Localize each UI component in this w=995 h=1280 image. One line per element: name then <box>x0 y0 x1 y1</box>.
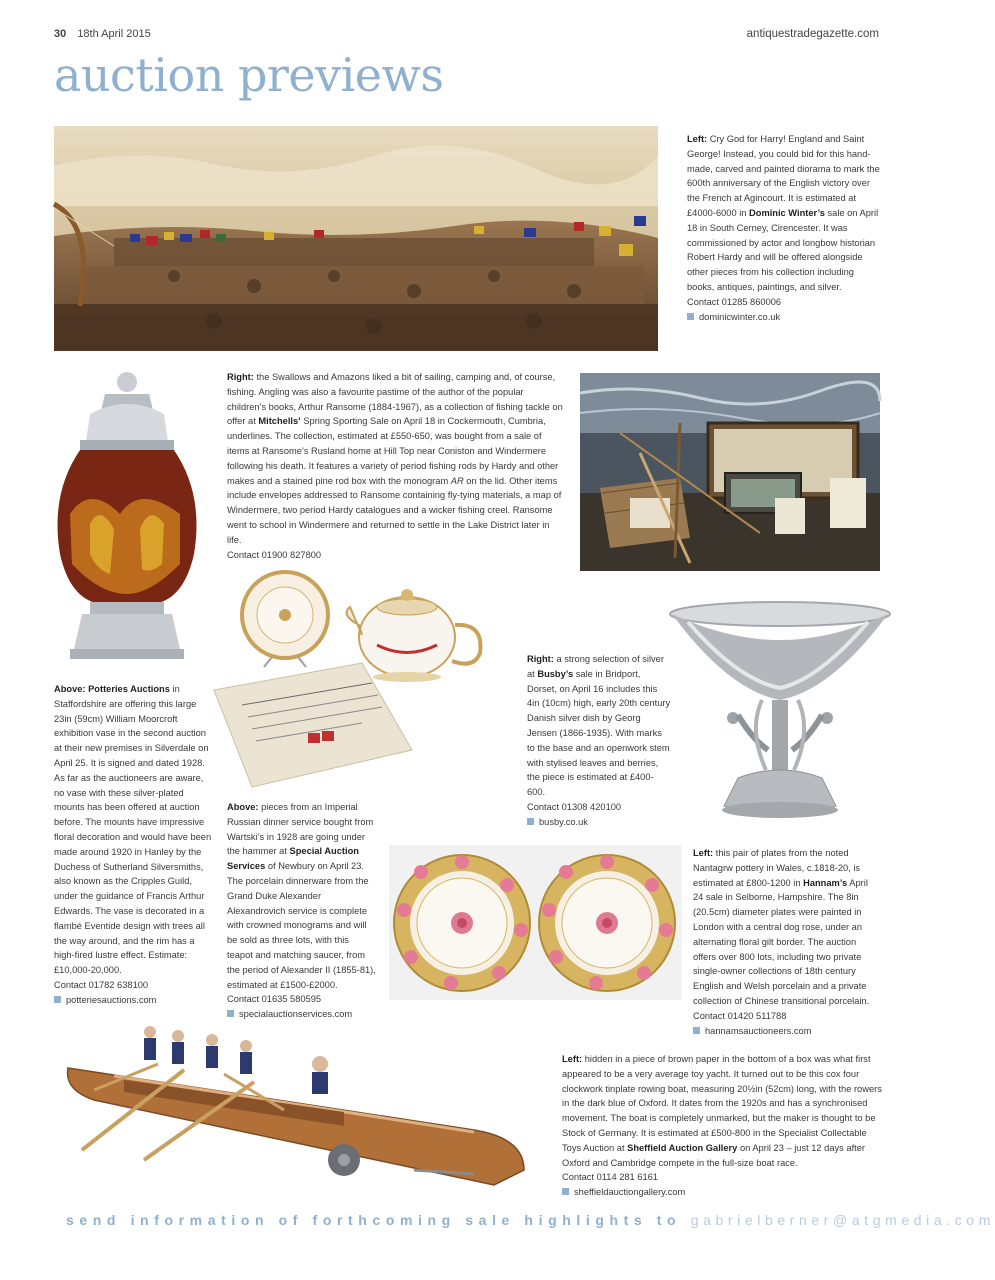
page-header-left <box>54 28 151 40</box>
caption-body: pieces from an Imperial Russian dinner service bought from Wartski’s in 1928 are going under the hammer at <box>227 802 374 857</box>
diorama-photo <box>54 126 658 351</box>
auction-house-name: Busby’s <box>537 668 574 679</box>
website-link[interactable]: specialauctionservices.com <box>227 1007 377 1022</box>
contact-phone: Contact 01635 580595 <box>227 994 322 1005</box>
monogram-text: AR <box>450 475 464 486</box>
caption-body-cont: Spring Sporting Sale on April 18 in Cockermouth, Cumbria, underlines. The collection, estimated at £550-650, was bought from a sale of items at Ransome’s Rusland home at Hill Top near Coniston and Windermere following his death. It features a variety of period fishing rods by Hardy and other makes and a stained pine rod box with the monogram <box>227 416 559 486</box>
plates-caption <box>693 846 877 1038</box>
caption-body-cont: April 24 sale in Selborne, Hampshire. The 8in (20.5cm) diameter plates were painted in London with a central dog rose, under an alternating floral gilt border. The auction offers over 800 lots, including two private single-owner collections of 18th century English and Welsh porcelain and a private collection of Chinese transitional porcelain. <box>693 877 870 1006</box>
dinner-service-caption <box>227 800 377 1022</box>
caption-body: Cry God for Harry! England and Saint George! Instead, you could bid for this hand-made, carved and painted diorama to mark the 600th anniversary of the English victory over the French at Agincourt. It is estimated at £4000-6000 in <box>687 134 880 218</box>
contact-phone: Contact 01782 638100 <box>54 979 149 990</box>
issue-date: 18th April 2015 <box>77 28 151 40</box>
site-url[interactable]: antiquestradegazette.com <box>746 28 879 40</box>
boat-caption <box>562 1052 884 1200</box>
caption-lead: Left: <box>693 848 714 858</box>
caption-lead: Right: <box>527 654 554 664</box>
contact-phone: Contact 01308 420100 <box>527 801 622 812</box>
caption-body-cont: on April 23 – just 12 days after Oxford and Cambridge compete in the full-size boat race. <box>562 1142 866 1168</box>
auction-house-name: Dominic Winter’s <box>749 207 825 218</box>
caption-lead: Right: <box>227 372 254 382</box>
auction-house-name: Hannam’s <box>803 877 848 888</box>
caption-body: hidden in a piece of brown paper in the bottom of a box was what first appeared to be a very average toy yacht. It turned out to be this cox four clockwork tinplate rowing boat, measuring 20½in (52cm) long, with the rowers in the dark blue of Oxford. It dates from the 1920s and has a synchronised movement. The boat is completely unmarked, but the maker is thought to be Stock of Germany. It is estimated at £500-800 in the Specialist Collectable Toys Auction at <box>562 1054 882 1153</box>
page-number: 30 <box>54 28 67 40</box>
nantgarw-plates-photo <box>389 845 682 1000</box>
submission-footer <box>66 1212 995 1228</box>
website-link[interactable]: dominicwinter.co.uk <box>687 310 883 325</box>
caption-body: in Staffordshire are offering this large 23in (59cm) William Moorcroft exhibition vase in the second auction at their new premises in Silverdale on April 25. It is signed and dated 1928. As far as the auctioneers are aware, no vase with these silver-plated mounts has been offered at auction before. The mounts have impressive floral decoration and would have been made around 1920 in Hanley by the Duchess of Sutherland Silversmiths, also known as the Cripples Guild, under the guidance of Francis Arthur Edwards. The vase is decorated in a flambé Eventide design with trees all the way around, and the rim has a high-fired lustre effect. Estimate: £10,000-20,000. <box>54 684 212 976</box>
caption-body: the Swallows and Amazons liked a bit of sailing, camping and, of course, fishing. Angling was also a favourite pastime of the author of the popular children’s books, Arthur Ransome (1884-1967), as a collection of fishing tackle on offer at <box>227 372 563 427</box>
website-link[interactable]: sheffieldauctiongallery.com <box>562 1185 884 1200</box>
contact-phone: Contact 01285 860006 <box>687 296 782 307</box>
caption-body: a strong selection of silver at <box>527 654 664 679</box>
contact-phone: Contact 01420 511788 <box>693 1010 787 1021</box>
caption-body-cont: of Newbury on April 23. The porcelain dinnerware from the Grand Duke Alexander Alexandrovich service is complete with crowned monograms and will be sold as three lots, with this teapot and matching saucer, from the period of Alexander II (1855-81), estimated at £1500-£2000. <box>227 861 376 990</box>
moorcroft-vase-photo <box>30 364 210 669</box>
caption-lead: Left: <box>687 134 708 144</box>
contact-phone: Contact 0114 281 6161 <box>562 1172 658 1183</box>
caption-body: this pair of plates from the noted Nantagrw pottery in Wales, c.1818-20, is estimated at £800-1200 in <box>693 848 861 888</box>
section-title: auction previews <box>54 48 444 102</box>
website-link[interactable]: potteriesauctions.com <box>54 993 214 1008</box>
auction-house-name: Mitchells’ <box>258 416 301 427</box>
caption-lead: Above: <box>54 684 86 694</box>
diorama-caption <box>687 132 883 324</box>
website-link[interactable]: busby.co.uk <box>527 815 671 830</box>
contact-email-link[interactable]: gabrielberner@atgmedia.com <box>690 1212 995 1228</box>
silver-caption <box>527 652 671 830</box>
caption-lead: Left: <box>562 1054 583 1064</box>
caption-lead: Above: <box>227 802 259 812</box>
rowing-boat-toy-photo <box>54 1020 550 1205</box>
fishing-caption <box>227 370 565 577</box>
fishing-tackle-photo <box>580 373 880 571</box>
caption-body-cont: sale on April 18 in South Cerney, Cirencester. It was commissioned by actor and longbow historian Robert Hardy and will be offered alongside other pieces from his collection including books, antiques, paintings, and silver. <box>687 207 879 292</box>
caption-body-end: on the lid. Other items include envelopes addressed to Ransome containing fly-tying materials, a map of Windermere, two period Hardy catalogues and a wicker fishing creel. Ransome went to school in Windermere and returned to settle in the Lake District later in life. <box>227 475 562 545</box>
caption-body-cont: sale in Bridport, Dorset, on April 16 includes this 4in (10cm) high, early 20th century Danish silver dish by Georg Jensen (1866-1935). With marks to the base and an openwork stem with stylised leaves and berries, the piece is estimated at £400-600. <box>527 668 671 798</box>
silver-dish-photo <box>668 600 892 830</box>
footer-text: send information of forthcoming sale highlights to <box>66 1212 682 1228</box>
auction-house-name: Potteries Auctions <box>88 684 170 694</box>
contact-phone: Contact 01900 827800 <box>227 549 322 560</box>
vase-caption <box>54 682 214 1008</box>
auction-house-name: Special Auction Services <box>227 846 359 872</box>
website-link[interactable]: hannamsauctioneers.com <box>693 1024 877 1039</box>
russian-dinner-service-photo <box>212 565 496 790</box>
auction-house-name: Sheffield Auction Gallery <box>627 1142 738 1153</box>
